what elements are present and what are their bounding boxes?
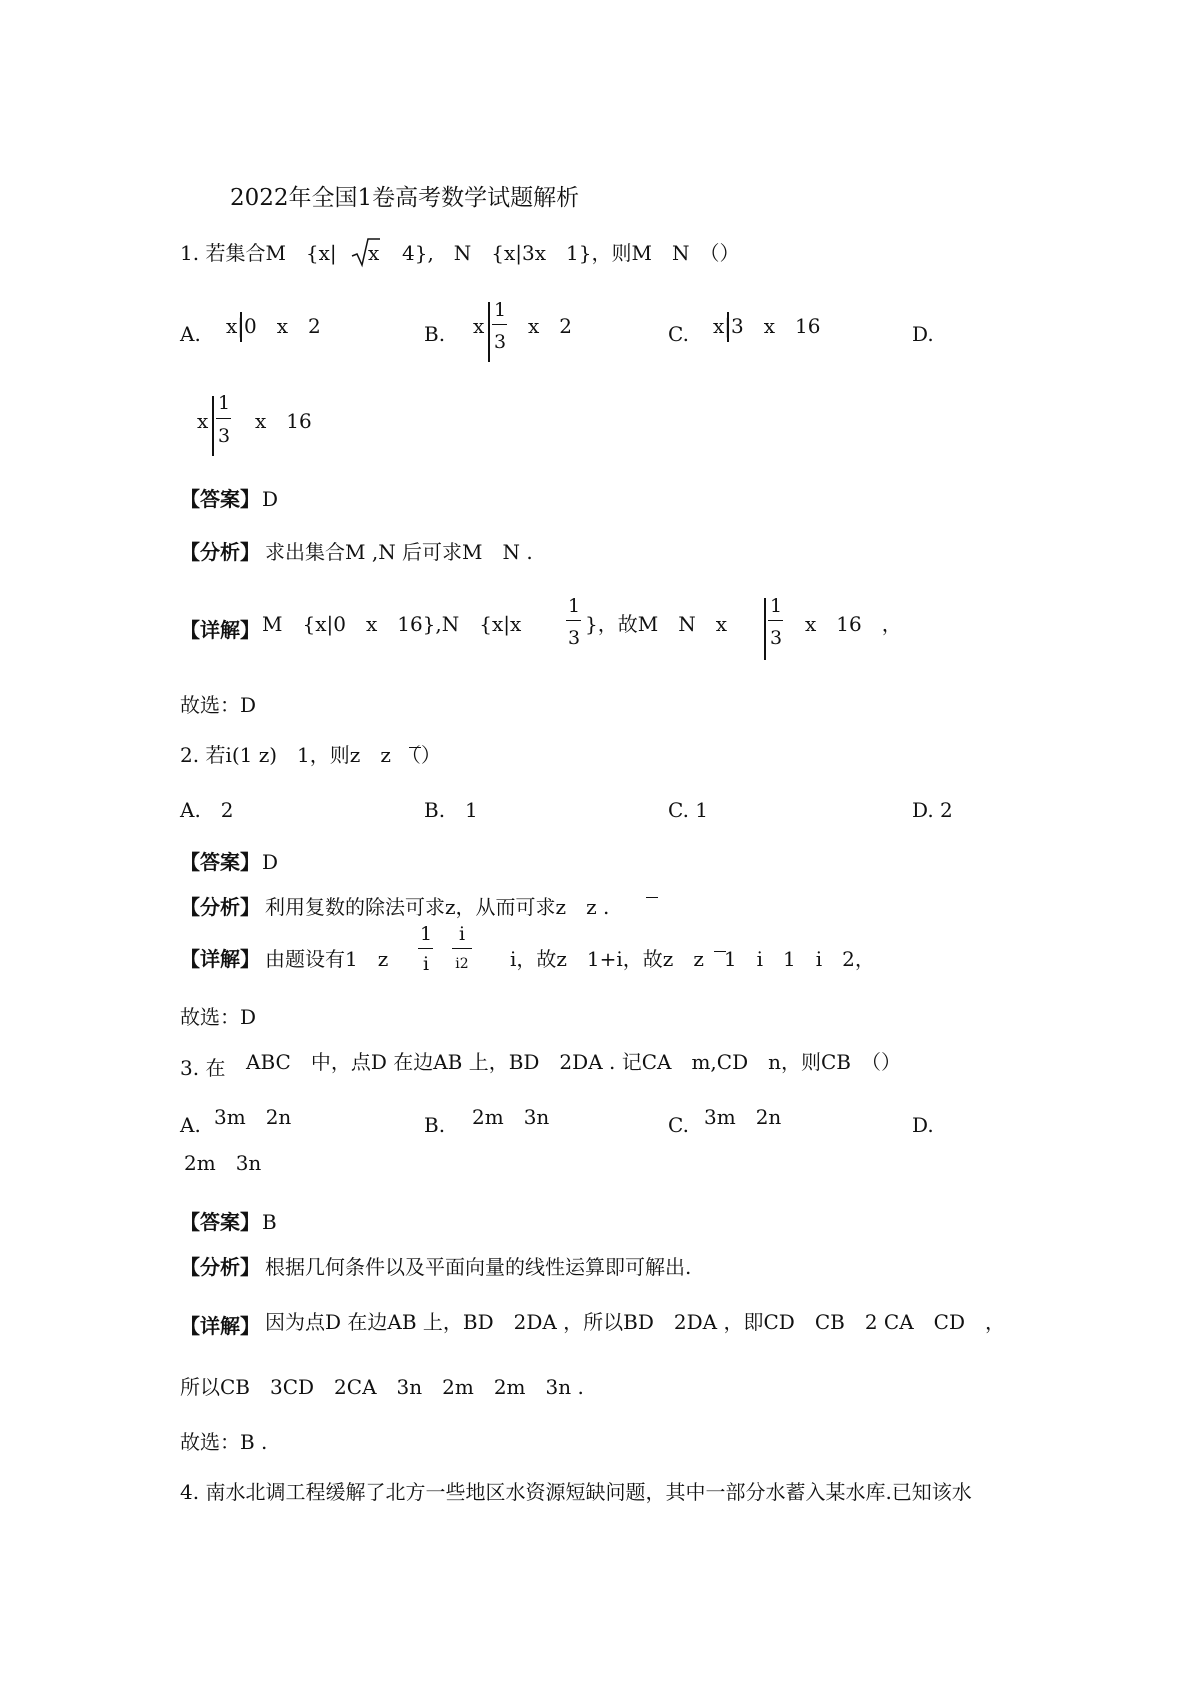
- detail-text: 因为点D 在边AB 上，BD 2DA ，所以BD 2DA ，即CD CB 2 CA CD ，: [265, 1310, 1005, 1334]
- option-b-label: B.: [424, 322, 446, 346]
- option-b: B. 1: [424, 798, 478, 822]
- detail-label: 【详解】: [180, 1314, 260, 1338]
- detail-numerator: 1: [567, 595, 581, 617]
- set-bar: [488, 302, 490, 362]
- detail-label: 【详解】: [180, 618, 260, 642]
- detail-text: 由题设有1 z: [265, 947, 389, 971]
- choose-line: 故选：D: [180, 1005, 257, 1029]
- option-b-text: 2m 3n: [472, 1105, 550, 1129]
- option-d-prefix: x: [197, 409, 209, 433]
- option-c: C. 1: [668, 798, 709, 822]
- question-1-stem: 1. 若集合M {x|: [180, 241, 337, 265]
- option-c-text: 3m 2n: [704, 1105, 782, 1129]
- detail-denominator: 3: [567, 627, 581, 649]
- option-b-prefix: x: [473, 314, 485, 338]
- option-d-text: x 16: [255, 409, 312, 433]
- fraction-bar: [418, 948, 433, 949]
- option-b-label: B.: [424, 1113, 446, 1137]
- page-title: 2022年全国1卷高考数学试题解析: [230, 185, 580, 211]
- detail-numerator-2: 1: [769, 595, 783, 617]
- set-bar: [212, 396, 214, 456]
- analysis-label: 【分析】: [180, 895, 260, 919]
- question-3-stem: 3. 在: [180, 1056, 226, 1080]
- answer-value: D: [262, 850, 279, 874]
- option-d-label: D.: [912, 322, 934, 346]
- option-a-text: 3m 2n: [214, 1105, 292, 1129]
- question-4-stem: 4. 南水北调工程缓解了北方一些地区水资源短缺问题，其中一部分水蓄入某水库.已知该水: [180, 1480, 972, 1504]
- fraction-bar: [452, 948, 472, 949]
- option-b-text: x 2: [528, 314, 573, 338]
- conjugate-bar: [714, 951, 726, 952]
- detail-denominator-2: 3: [769, 627, 783, 649]
- analysis-text: 求出集合M ,N 后可求M N .: [265, 540, 533, 564]
- set-bar: [240, 312, 242, 342]
- option-d: D. 2: [912, 798, 953, 822]
- analysis-text: 根据几何条件以及平面向量的线性运算即可解出.: [265, 1255, 692, 1279]
- option-d-numerator: 1: [217, 392, 231, 414]
- fraction-bar: [768, 620, 783, 621]
- option-a-text: x|0 x 2: [226, 314, 321, 338]
- answer-label: 【答案】: [180, 850, 260, 874]
- choose-line: 故选：B .: [180, 1430, 268, 1454]
- option-b-denominator: 3: [493, 331, 507, 353]
- option-a: A. 2: [180, 798, 234, 822]
- set-bar: [764, 598, 766, 660]
- option-a-label: A.: [180, 1113, 201, 1137]
- option-b-numerator: 1: [493, 299, 507, 321]
- conjugate-bar: [409, 747, 421, 748]
- detail-label: 【详解】: [180, 947, 260, 971]
- option-c-label: C.: [668, 322, 689, 346]
- analysis-label: 【分析】: [180, 540, 260, 564]
- fraction-bar: [216, 418, 231, 419]
- question-1-stem-rest: 4}, N {x|3x 1}，则M N （）: [402, 241, 740, 265]
- option-c-label: C.: [668, 1113, 689, 1137]
- detail-text: M {x|0 x 16},N {x|x: [262, 612, 522, 636]
- analysis-label: 【分析】: [180, 1255, 260, 1279]
- answer-label: 【答案】: [180, 487, 260, 511]
- option-d-label: D.: [912, 1113, 934, 1137]
- question-3-stem-rest: ABC 中，点D 在边AB 上，BD 2DA . 记CA m,CD n，则CB （）: [246, 1050, 901, 1074]
- question-2-stem: 2. 若i(1 z) 1，则z z （）: [180, 743, 441, 767]
- detail-fraction-1-denominator: i: [422, 953, 430, 975]
- detail-fraction-2-numerator: i: [458, 923, 466, 945]
- option-d-text: 2m 3n: [184, 1151, 262, 1175]
- fraction-bar: [566, 620, 581, 621]
- choose-line: 故选：D: [180, 693, 257, 717]
- conjugate-bar: [646, 897, 658, 898]
- option-d-denominator: 3: [217, 425, 231, 447]
- set-bar: [727, 312, 729, 342]
- question-1-sqrt-arg: x: [368, 241, 380, 265]
- answer-label: 【答案】: [180, 1210, 260, 1234]
- analysis-text: 利用复数的除法可求z，从而可求z z .: [265, 895, 610, 919]
- answer-value: D: [262, 487, 279, 511]
- option-c-text: x|3 x 16: [713, 314, 821, 338]
- option-a-label: A.: [180, 322, 201, 346]
- fraction-bar: [492, 324, 507, 325]
- answer-value: B: [262, 1210, 277, 1234]
- detail-fraction-1-numerator: 1: [419, 923, 433, 945]
- detail-text-cont: i，故z 1+i，故z z 1 i 1 i 2，: [510, 947, 875, 971]
- detail-text-cont: }，故M N x: [585, 612, 727, 636]
- detail-text-end: x 16 ，: [805, 612, 902, 636]
- detail-fraction-2-denominator: i2: [455, 956, 469, 972]
- detail-text-cont: 所以CB 3CD 2CA 3n 2m 2m 3n .: [180, 1375, 584, 1399]
